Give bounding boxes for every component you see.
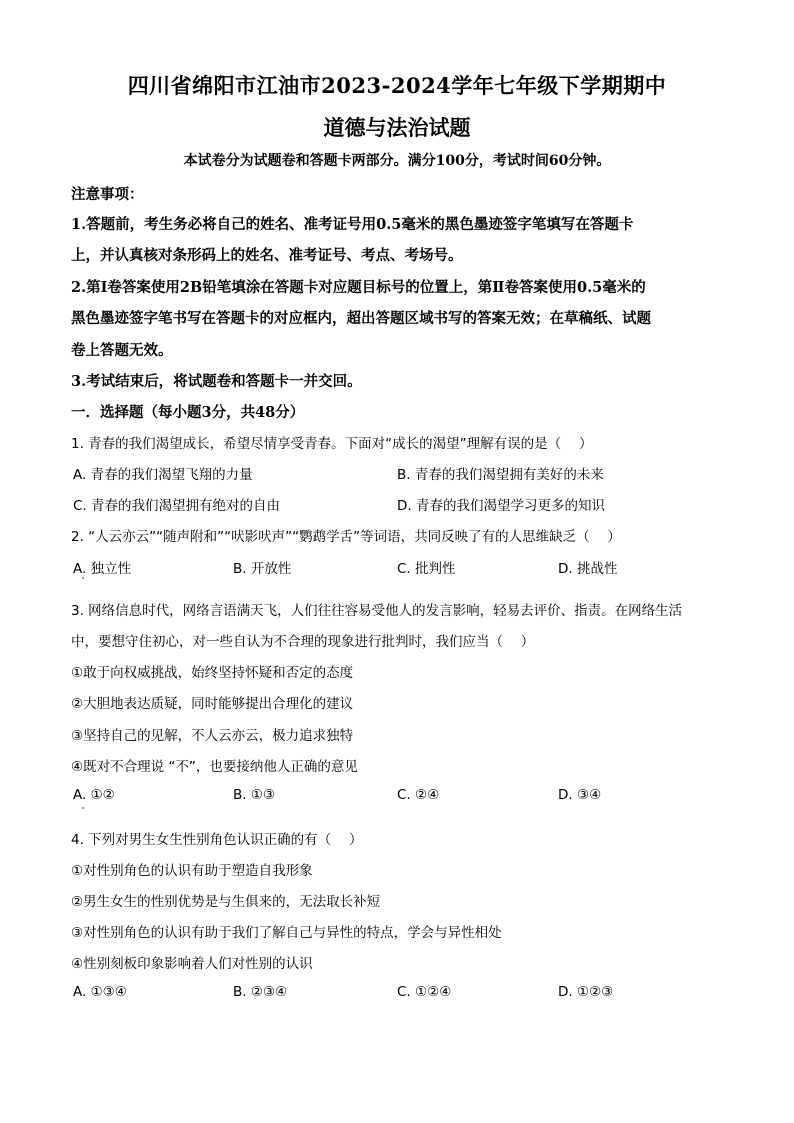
question-3-stem-cont: 中，要想守住初心，对一些自认为不合理的现象进行批判时，我们应当（ ） [71,634,535,650]
question-1-option-a[interactable]: A. 青春的我们渴望飞翔的力量 [73,467,253,483]
section-heading: 一．选择题（每小题3分，共48分） [71,404,305,421]
question-4-option-c[interactable]: C. ①②④ [397,984,452,1000]
question-3-option-d[interactable]: D. ③④ [558,787,602,803]
exam-title: 四川省绵阳市江油市2023-2024学年七年级下学期期中 [127,73,667,98]
question-3-option-c[interactable]: C. ②④ [397,787,440,803]
notice-item-2: 2.第Ⅰ卷答案使用2B铅笔填涂在答题卡对应题目标号的位置上，第Ⅱ卷答案使用0.5毫米的 [71,279,646,296]
notice-heading: 注意事项： [71,186,144,203]
question-2-option-b[interactable]: B. 开放性 [233,561,292,577]
question-3-statement-1: ①敢于向权威挑战，始终坚持怀疑和否定的态度 [71,665,354,681]
question-2-stem: 2. “人云亦云”“随声附和”“吠影吠声”“鹦鹉学舌”等词语，共同反映了有的人思维缺乏（ ） [71,529,621,545]
question-3-statement-4: ④既对不合理说 “不”，也要接纳他人正确的意见 [71,759,358,775]
question-4-option-a[interactable]: A. ①③④ [73,984,127,1000]
question-1-option-d[interactable]: D. 青春的我们渴望学习更多的知识 [397,498,605,514]
notice-item-2-end: 卷上答题无效。 [71,342,173,359]
question-2-option-a[interactable]: A. 独立性 [73,561,132,577]
question-1-option-c[interactable]: C. 青春的我们渴望拥有绝对的自由 [73,498,281,514]
question-3-option-b[interactable]: B. ①③ [233,787,276,803]
question-1-stem: 1. 青春的我们渴望成长，希望尽情享受青春。下面对“成长的渴望”理解有误的是（ ） [71,436,593,452]
question-3-option-a[interactable]: A. ①② [73,787,115,803]
question-3-statement-2: ②大胆地表达质疑，同时能够提出合理化的建议 [71,696,354,712]
question-4-statement-4: ④性别刻板印象影响着人们对性别的认识 [71,956,313,972]
notice-item-1: 1.答题前，考生务必将自己的姓名、准考证号用0.5毫米的黑色墨迹签字笔填写在答题卡 [71,216,634,233]
question-4-stem: 4. 下列对男生女生性别角色认识正确的有（ ） [71,832,363,848]
exam-note: 本试卷分为试题卷和答题卡两部分。满分100分，考试时间60分钟。 [183,153,611,169]
notice-item-3: 3.考试结束后，将试题卷和答题卡一并交回。 [71,373,362,390]
notice-item-1-cont: 上，并认真核对条形码上的姓名、准考证号、考点、考场号。 [71,247,463,264]
question-4-option-d[interactable]: D. ①②③ [558,984,614,1000]
question-4-statement-1: ①对性别角色的认识有助于塑造自我形象 [71,863,313,879]
notice-item-2-cont: 黑色墨迹签字笔书写在答题卡的对应框内，超出答题区域书写的答案无效；在草稿纸、试题 [71,310,651,327]
stray-dot [82,577,84,579]
stray-dot [82,807,84,809]
question-3-stem: 3. 网络信息时代，网络言语满天飞，人们往往容易受他人的发言影响，轻易去评价、指责。在网络生活 [71,603,683,619]
question-2-option-c[interactable]: C. 批判性 [397,561,456,577]
question-1-option-b[interactable]: B. 青春的我们渴望拥有美好的未来 [397,467,604,483]
question-3-statement-3: ③坚持自己的见解，不人云亦云，极力追求独特 [71,728,354,744]
question-4-statement-2: ②男生女生的性别优势是与生俱来的，无法取长补短 [71,894,381,910]
exam-subtitle: 道德与法治试题 [323,115,471,140]
question-4-option-b[interactable]: B. ②③④ [233,984,288,1000]
question-2-option-d[interactable]: D. 挑战性 [558,561,618,577]
question-4-statement-3: ③对性别角色的认识有助于我们了解自己与异性的特点，学会与异性相处 [71,925,502,941]
